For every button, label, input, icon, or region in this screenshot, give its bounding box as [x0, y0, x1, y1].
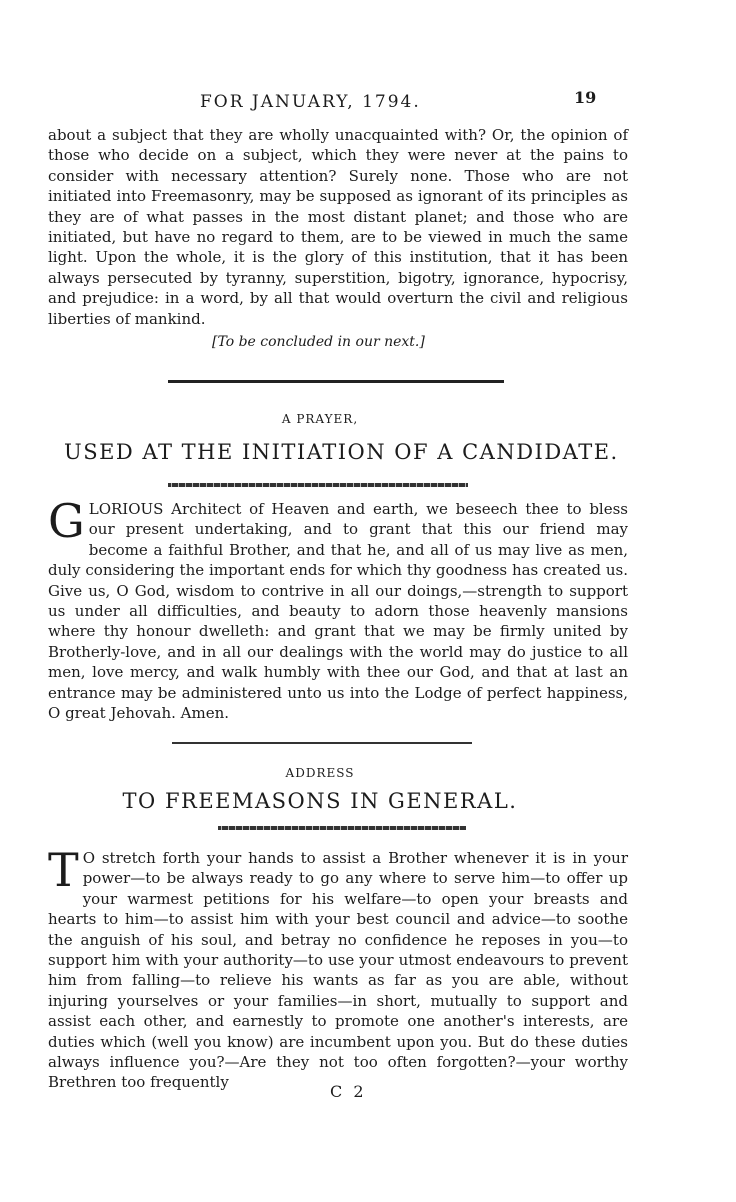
continuation-note: [To be concluded in our next.]	[212, 334, 425, 350]
prayer-drop-cap: G	[48, 494, 85, 548]
title-ornament-rule	[168, 483, 468, 487]
page-number: 19	[574, 88, 597, 107]
continued-paragraph	[48, 125, 628, 329]
prayer-kicker: A PRAYER,	[281, 412, 359, 426]
address-title: TO FREEMASONS IN GENERAL.	[122, 789, 518, 813]
address-kicker: ADDRESS	[285, 766, 355, 780]
prayer-paragraph	[48, 494, 628, 723]
prayer-text: LORIOUS Architect of Heaven and earth, we beseech thee to bless our present undertaking, and to grant that this our friend may become a faithful Brother, and that he, and all of us may live as men, duly considering the important ends for which thy goodness has created us. Give us, O God, wisdom to contrive in all our doings,—strength to support us under all difficulties, and beauty to adorn those heavenly mansions where thy honour dwelleth: and grant that we may be firmly united by Brotherly-love, and in all our dealings with the world may do justice to all men, love mercy, and walk humbly with thee our God, and that at last an entrance may be administered unto us into the Lodge of perfect happiness, O great Jehovah. Amen.	[48, 500, 628, 723]
signature-mark: C 2	[330, 1082, 367, 1101]
address-paragraph	[48, 843, 628, 1093]
address-drop-cap: T	[48, 843, 79, 897]
continued-paragraph-text: about a subject that they are wholly unacquainted with? Or, the opinion of those who decide on a subject, which they were never at the pains to consider with necessary attention? Surely none. Those who are not initiated into Freemasonry, may be supposed as ignorant of its principles as they are of what passes in the most distant planet; and those who are initiated, but have no regard to them, are to be viewed in much the same light. Upon the whole, it is the glory of this institution, that it has been always persecuted by tyranny, superstition, bigotry, ignorance, hypocrisy, and prejudice: in a word, by all that would overturn the civil and religious liberties of mankind.	[48, 126, 628, 328]
prayer-title: USED AT THE INITIATION OF A CANDIDATE.	[64, 440, 619, 464]
address-text: O stretch forth your hands to assist a Brother whenever it is in your power—to be always ready to go any where to serve him—to offer up your warmest petitions for his welfare—to open your breasts and hearts to him—to assist him with your best council and advice—to soothe the anguish of his soul, and betray no confidence he reposes in you—to support him with your authority—to use your utmost endeavours to prevent him from falling—to relieve his wants as far as you are able, without injuring yourselves or your families—in short, mutually to support and assist each other, and earnestly to promote one another's interests, are duties which (well you know) are incumbent upon you. But do these duties always influence you?—Are they not too often forgotten?—your worthy Brethren too frequently	[48, 849, 628, 1092]
section-divider	[168, 380, 504, 383]
section-divider	[172, 742, 472, 744]
title-ornament-rule	[218, 826, 466, 830]
running-head: FOR JANUARY, 1794.	[200, 92, 421, 112]
